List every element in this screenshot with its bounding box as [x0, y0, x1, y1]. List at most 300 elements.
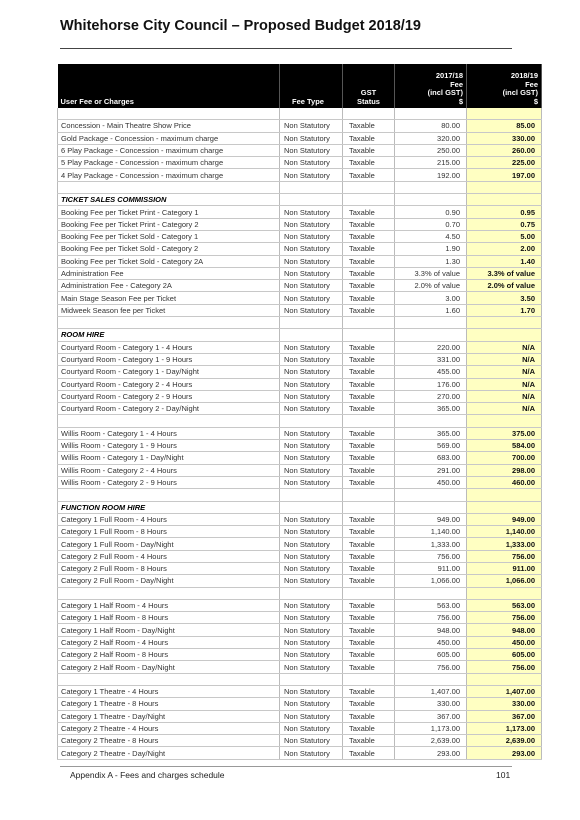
fee-2017-18-cell: 756.00: [395, 612, 467, 624]
fee-name-cell: Booking Fee per Ticket Sold - Category 1: [58, 230, 280, 242]
fee-type-cell: [280, 181, 343, 193]
fee-2018-19-cell: 700.00: [467, 452, 542, 464]
fee-name-cell: Category 2 Half Room - Day/Night: [58, 661, 280, 673]
gst-status-cell: Taxable: [343, 378, 395, 390]
fee-2018-19-cell: 911.00: [467, 562, 542, 574]
fee-2017-18-cell: 1,140.00: [395, 526, 467, 538]
table-row: [58, 206, 542, 218]
fee-name-cell: Gold Package - Concession - maximum charge: [58, 132, 280, 144]
fee-type-cell: [280, 501, 343, 513]
fee-type-cell: Non Statutory: [280, 427, 343, 439]
fee-name-cell: Willis Room - Category 1 - 4 Hours: [58, 427, 280, 439]
fee-name-cell: Willis Room - Category 1 - Day/Night: [58, 452, 280, 464]
fee-2018-19-cell: 367.00: [467, 710, 542, 722]
header-line: 2017/18: [435, 71, 463, 80]
column-header-fee-2018-19: [467, 64, 542, 108]
fee-name-cell: Category 1 Theatre - Day/Night: [58, 710, 280, 722]
gst-status-cell: [343, 181, 395, 193]
fee-name-cell: [58, 181, 280, 193]
gst-status-cell: Taxable: [343, 661, 395, 673]
table-row: [58, 120, 542, 132]
table-row: [58, 440, 542, 452]
fee-2018-19-cell: 225.00: [467, 157, 542, 169]
column-header-user-fee: User Fee or Charges: [58, 64, 280, 108]
fee-2017-18-cell: 1.90: [395, 243, 467, 255]
fee-2017-18-cell: 605.00: [395, 649, 467, 661]
gst-status-cell: Taxable: [343, 366, 395, 378]
fee-2018-19-cell: N/A: [467, 353, 542, 365]
header-line: Status: [357, 96, 380, 106]
fee-type-cell: Non Statutory: [280, 366, 343, 378]
table-row: [58, 390, 542, 402]
fee-name-cell: Category 2 Half Room - 4 Hours: [58, 636, 280, 648]
section-header-row: [58, 194, 542, 206]
table-row: [58, 526, 542, 538]
fee-name-cell: Category 2 Theatre - 4 Hours: [58, 722, 280, 734]
fee-name-cell: Category 2 Theatre - 8 Hours: [58, 735, 280, 747]
fee-2017-18-cell: 756.00: [395, 661, 467, 673]
gst-status-cell: Taxable: [343, 292, 395, 304]
gst-status-cell: Taxable: [343, 427, 395, 439]
fee-2018-19-cell: 1.70: [467, 304, 542, 316]
fee-2018-19-cell: 460.00: [467, 476, 542, 488]
fee-2018-19-cell: 330.00: [467, 132, 542, 144]
fee-2017-18-cell: 4.50: [395, 230, 467, 242]
fee-name-cell: Booking Fee per Ticket Sold - Category 2A: [58, 255, 280, 267]
fee-name-cell: Willis Room - Category 1 - 9 Hours: [58, 440, 280, 452]
fee-2018-19-cell: [467, 317, 542, 329]
fee-2018-19-cell: [467, 587, 542, 599]
fee-2017-18-cell: 1,173.00: [395, 722, 467, 734]
fee-2018-19-cell: 5.00: [467, 230, 542, 242]
fee-2017-18-cell: 2.0% of value: [395, 280, 467, 292]
gst-status-cell: Taxable: [343, 513, 395, 525]
table-row: [58, 513, 542, 525]
fee-name-cell: Courtyard Room - Category 1 - Day/Night: [58, 366, 280, 378]
fee-name-cell: Courtyard Room - Category 1 - 9 Hours: [58, 353, 280, 365]
fee-type-cell: Non Statutory: [280, 169, 343, 181]
table-row: [58, 735, 542, 747]
fee-2017-18-cell: 176.00: [395, 378, 467, 390]
gst-status-cell: Taxable: [343, 538, 395, 550]
fee-2018-19-cell: 293.00: [467, 747, 542, 759]
fee-name-cell: Concession - Main Theatre Show Price: [58, 120, 280, 132]
fee-2017-18-cell: 911.00: [395, 562, 467, 574]
fee-type-cell: Non Statutory: [280, 378, 343, 390]
gst-status-cell: [343, 673, 395, 685]
fee-name-cell: Category 1 Half Room - 8 Hours: [58, 612, 280, 624]
section-title: ROOM HIRE: [58, 329, 280, 341]
gst-status-cell: Taxable: [343, 144, 395, 156]
footer-page-number: 101: [496, 770, 511, 780]
fee-2018-19-cell: 0.75: [467, 218, 542, 230]
gst-status-cell: [343, 501, 395, 513]
fee-name-cell: Courtyard Room - Category 1 - 4 Hours: [58, 341, 280, 353]
fee-2017-18-cell: 330.00: [395, 698, 467, 710]
fee-2018-19-cell: [467, 181, 542, 193]
section-title: FUNCTION ROOM HIRE: [58, 501, 280, 513]
fee-2018-19-cell: N/A: [467, 366, 542, 378]
fee-2018-19-cell: 1,173.00: [467, 722, 542, 734]
section-title: TICKET SALES COMMISSION: [58, 194, 280, 206]
spacer-row: [58, 415, 542, 427]
fee-type-cell: Non Statutory: [280, 685, 343, 697]
fee-type-cell: Non Statutory: [280, 353, 343, 365]
table-row: [58, 378, 542, 390]
gst-status-cell: Taxable: [343, 132, 395, 144]
fee-2017-18-cell: [395, 587, 467, 599]
gst-status-cell: Taxable: [343, 169, 395, 181]
fee-name-cell: Booking Fee per Ticket Sold - Category 2: [58, 243, 280, 255]
table-row: [58, 661, 542, 673]
fee-2018-19-cell: 1,066.00: [467, 575, 542, 587]
fee-type-cell: Non Statutory: [280, 513, 343, 525]
table-row: [58, 341, 542, 353]
fee-2017-18-cell: 270.00: [395, 390, 467, 402]
section-header-row: [58, 329, 542, 341]
gst-status-cell: Taxable: [343, 440, 395, 452]
fee-2017-18-cell: 192.00: [395, 169, 467, 181]
table-row: [58, 624, 542, 636]
fee-name-cell: Administration Fee: [58, 267, 280, 279]
fee-type-cell: [280, 673, 343, 685]
header-row: [58, 64, 542, 108]
spacer-row: [58, 673, 542, 685]
fee-name-cell: 6 Play Package - Concession - maximum charge: [58, 144, 280, 156]
fee-2018-19-cell: 1,407.00: [467, 685, 542, 697]
gst-status-cell: Taxable: [343, 304, 395, 316]
fee-type-cell: Non Statutory: [280, 624, 343, 636]
fee-2017-18-cell: 450.00: [395, 476, 467, 488]
table-row: [58, 612, 542, 624]
fee-2018-19-cell: 584.00: [467, 440, 542, 452]
table-row: [58, 304, 542, 316]
fee-type-cell: Non Statutory: [280, 230, 343, 242]
fee-2017-18-cell: 0.90: [395, 206, 467, 218]
fee-2017-18-cell: 949.00: [395, 513, 467, 525]
fee-2018-19-cell: [467, 501, 542, 513]
spacer-row: [58, 181, 542, 193]
header-line: (incl GST): [502, 88, 538, 97]
fee-name-cell: Category 2 Full Room - 8 Hours: [58, 562, 280, 574]
fee-name-cell: Category 1 Theatre - 8 Hours: [58, 698, 280, 710]
fee-2017-18-cell: 1.30: [395, 255, 467, 267]
fee-name-cell: Booking Fee per Ticket Print - Category 2: [58, 218, 280, 230]
column-header-fee-2017-18: [395, 64, 467, 108]
fee-type-cell: Non Statutory: [280, 255, 343, 267]
fee-2018-19-cell: 948.00: [467, 624, 542, 636]
fee-2017-18-cell: 683.00: [395, 452, 467, 464]
table-row: [58, 243, 542, 255]
gst-status-cell: Taxable: [343, 341, 395, 353]
fee-2018-19-cell: 3.3% of value: [467, 267, 542, 279]
table-row: [58, 132, 542, 144]
fee-name-cell: Category 2 Half Room - 8 Hours: [58, 649, 280, 661]
fee-name-cell: Category 1 Half Room - 4 Hours: [58, 599, 280, 611]
fee-type-cell: Non Statutory: [280, 304, 343, 316]
fee-type-cell: Non Statutory: [280, 120, 343, 132]
gst-status-cell: Taxable: [343, 390, 395, 402]
fee-2017-18-cell: [395, 501, 467, 513]
fee-2017-18-cell: 1,407.00: [395, 685, 467, 697]
fee-2017-18-cell: 215.00: [395, 157, 467, 169]
fee-name-cell: [58, 587, 280, 599]
fee-2018-19-cell: 0.95: [467, 206, 542, 218]
gst-status-cell: Taxable: [343, 230, 395, 242]
fee-type-cell: Non Statutory: [280, 550, 343, 562]
fee-2017-18-cell: [395, 415, 467, 427]
gst-status-cell: Taxable: [343, 599, 395, 611]
fee-name-cell: Category 1 Full Room - 4 Hours: [58, 513, 280, 525]
table-row: [58, 292, 542, 304]
fee-2017-18-cell: 1.60: [395, 304, 467, 316]
gst-status-cell: Taxable: [343, 267, 395, 279]
fee-2017-18-cell: [395, 489, 467, 501]
fee-2017-18-cell: [395, 317, 467, 329]
table-row: [58, 280, 542, 292]
gst-status-cell: [343, 317, 395, 329]
footer-divider: [60, 766, 512, 767]
fee-type-cell: [280, 317, 343, 329]
fee-type-cell: [280, 194, 343, 206]
fee-type-cell: Non Statutory: [280, 612, 343, 624]
header-line: Fee: [525, 79, 538, 89]
fee-2018-19-cell: N/A: [467, 341, 542, 353]
header-line: 2018/19: [510, 71, 538, 80]
fee-type-cell: Non Statutory: [280, 661, 343, 673]
table-row: [58, 538, 542, 550]
fee-2018-19-cell: 330.00: [467, 698, 542, 710]
gst-status-cell: [343, 108, 395, 120]
fee-2018-19-cell: N/A: [467, 378, 542, 390]
gst-status-cell: Taxable: [343, 120, 395, 132]
gst-status-cell: Taxable: [343, 353, 395, 365]
table-row: [58, 685, 542, 697]
fee-2017-18-cell: [395, 673, 467, 685]
gst-status-cell: Taxable: [343, 206, 395, 218]
fee-name-cell: Category 2 Full Room - 4 Hours: [58, 550, 280, 562]
fee-2017-18-cell: 0.70: [395, 218, 467, 230]
fee-name-cell: 5 Play Package - Concession - maximum charge: [58, 157, 280, 169]
fee-2017-18-cell: 756.00: [395, 550, 467, 562]
fee-2018-19-cell: 756.00: [467, 661, 542, 673]
fee-type-cell: Non Statutory: [280, 206, 343, 218]
fee-2017-18-cell: 331.00: [395, 353, 467, 365]
fee-name-cell: Main Stage Season Fee per Ticket: [58, 292, 280, 304]
table-row: [58, 169, 542, 181]
table-row: [58, 157, 542, 169]
table-row: [58, 649, 542, 661]
fee-type-cell: Non Statutory: [280, 599, 343, 611]
fee-2017-18-cell: 293.00: [395, 747, 467, 759]
gst-status-cell: Taxable: [343, 685, 395, 697]
gst-status-cell: Taxable: [343, 243, 395, 255]
fee-name-cell: Category 1 Full Room - Day/Night: [58, 538, 280, 550]
gst-status-cell: Taxable: [343, 526, 395, 538]
fee-type-cell: Non Statutory: [280, 390, 343, 402]
fee-name-cell: Category 2 Theatre - Day/Night: [58, 747, 280, 759]
fee-2018-19-cell: 298.00: [467, 464, 542, 476]
fee-type-cell: [280, 415, 343, 427]
fee-2017-18-cell: 250.00: [395, 144, 467, 156]
table-row: [58, 636, 542, 648]
fee-2017-18-cell: 3.3% of value: [395, 267, 467, 279]
fee-name-cell: Willis Room - Category 2 - 4 Hours: [58, 464, 280, 476]
fee-type-cell: Non Statutory: [280, 280, 343, 292]
gst-status-cell: Taxable: [343, 636, 395, 648]
gst-status-cell: Taxable: [343, 550, 395, 562]
gst-status-cell: Taxable: [343, 710, 395, 722]
fee-type-cell: Non Statutory: [280, 722, 343, 734]
fee-2018-19-cell: [467, 415, 542, 427]
table-row: [58, 562, 542, 574]
table-row: [58, 452, 542, 464]
fee-name-cell: Category 2 Full Room - Day/Night: [58, 575, 280, 587]
fee-2017-18-cell: [395, 108, 467, 120]
gst-status-cell: [343, 587, 395, 599]
fee-2017-18-cell: 1,333.00: [395, 538, 467, 550]
fee-2017-18-cell: [395, 181, 467, 193]
fee-name-cell: Midweek Season fee per Ticket: [58, 304, 280, 316]
fee-type-cell: Non Statutory: [280, 144, 343, 156]
fee-2018-19-cell: 2.0% of value: [467, 280, 542, 292]
fee-type-cell: Non Statutory: [280, 747, 343, 759]
fee-2018-19-cell: 1,333.00: [467, 538, 542, 550]
gst-status-cell: Taxable: [343, 698, 395, 710]
table-row: [58, 575, 542, 587]
fee-name-cell: Category 1 Theatre - 4 Hours: [58, 685, 280, 697]
page-title: Whitehorse City Council – Proposed Budget 2018/19: [60, 18, 421, 34]
gst-status-cell: Taxable: [343, 476, 395, 488]
fee-type-cell: [280, 329, 343, 341]
fee-2018-19-cell: 605.00: [467, 649, 542, 661]
fee-type-cell: Non Statutory: [280, 341, 343, 353]
fee-type-cell: Non Statutory: [280, 440, 343, 452]
fee-type-cell: Non Statutory: [280, 636, 343, 648]
fee-type-cell: Non Statutory: [280, 476, 343, 488]
fee-type-cell: Non Statutory: [280, 526, 343, 538]
fee-2018-19-cell: 756.00: [467, 612, 542, 624]
fee-2017-18-cell: 3.00: [395, 292, 467, 304]
gst-status-cell: [343, 194, 395, 206]
gst-status-cell: Taxable: [343, 575, 395, 587]
fee-type-cell: Non Statutory: [280, 698, 343, 710]
fee-2017-18-cell: [395, 329, 467, 341]
fee-name-cell: [58, 108, 280, 120]
fee-name-cell: 4 Play Package - Concession - maximum charge: [58, 169, 280, 181]
fee-2017-18-cell: 220.00: [395, 341, 467, 353]
gst-status-cell: Taxable: [343, 735, 395, 747]
fee-name-cell: [58, 317, 280, 329]
table-row: [58, 476, 542, 488]
fee-2018-19-cell: 1.40: [467, 255, 542, 267]
fee-type-cell: [280, 108, 343, 120]
fee-name-cell: Courtyard Room - Category 2 - 4 Hours: [58, 378, 280, 390]
fee-name-cell: Category 1 Half Room - Day/Night: [58, 624, 280, 636]
gst-status-cell: Taxable: [343, 403, 395, 415]
fee-name-cell: Booking Fee per Ticket Print - Category 1: [58, 206, 280, 218]
fee-type-cell: [280, 587, 343, 599]
fee-type-cell: Non Statutory: [280, 132, 343, 144]
fee-2018-19-cell: 1,140.00: [467, 526, 542, 538]
gst-status-cell: Taxable: [343, 157, 395, 169]
fee-name-cell: Willis Room - Category 2 - 9 Hours: [58, 476, 280, 488]
table-row: [58, 710, 542, 722]
fee-type-cell: Non Statutory: [280, 562, 343, 574]
fees-table-body: [58, 108, 542, 759]
fee-2018-19-cell: 375.00: [467, 427, 542, 439]
fee-2017-18-cell: 450.00: [395, 636, 467, 648]
fee-2017-18-cell: 948.00: [395, 624, 467, 636]
gst-status-cell: Taxable: [343, 255, 395, 267]
table-row: [58, 464, 542, 476]
header-line: (incl GST): [427, 88, 463, 97]
gst-status-cell: Taxable: [343, 218, 395, 230]
fee-2017-18-cell: 2,639.00: [395, 735, 467, 747]
fee-name-cell: Category 1 Full Room - 8 Hours: [58, 526, 280, 538]
fee-2017-18-cell: 365.00: [395, 403, 467, 415]
table-row: [58, 353, 542, 365]
fee-type-cell: Non Statutory: [280, 452, 343, 464]
fees-table: [57, 64, 542, 760]
fee-2018-19-cell: 2.00: [467, 243, 542, 255]
fee-2018-19-cell: 2,639.00: [467, 735, 542, 747]
fee-2018-19-cell: N/A: [467, 403, 542, 415]
header-line: GST: [360, 88, 377, 97]
gst-status-cell: [343, 489, 395, 501]
fee-2018-19-cell: 85.00: [467, 120, 542, 132]
fee-type-cell: Non Statutory: [280, 403, 343, 415]
fee-2018-19-cell: 563.00: [467, 599, 542, 611]
fee-2017-18-cell: 365.00: [395, 427, 467, 439]
fee-2018-19-cell: 949.00: [467, 513, 542, 525]
fee-2017-18-cell: 80.00: [395, 120, 467, 132]
fee-name-cell: Courtyard Room - Category 2 - 9 Hours: [58, 390, 280, 402]
fee-2018-19-cell: 260.00: [467, 144, 542, 156]
gst-status-cell: Taxable: [343, 747, 395, 759]
title-divider: [60, 48, 512, 49]
fee-type-cell: Non Statutory: [280, 292, 343, 304]
spacer-row: [58, 108, 542, 120]
fee-2017-18-cell: 320.00: [395, 132, 467, 144]
table-row: [58, 255, 542, 267]
footer-appendix-label: Appendix A - Fees and charges schedule: [70, 770, 225, 780]
fee-type-cell: Non Statutory: [280, 218, 343, 230]
fee-2018-19-cell: [467, 489, 542, 501]
fee-type-cell: Non Statutory: [280, 735, 343, 747]
fee-name-cell: [58, 415, 280, 427]
fee-type-cell: Non Statutory: [280, 267, 343, 279]
section-header-row: [58, 501, 542, 513]
gst-status-cell: Taxable: [343, 464, 395, 476]
fees-table-header: [58, 64, 542, 108]
table-row: [58, 550, 542, 562]
table-row: [58, 230, 542, 242]
gst-status-cell: [343, 329, 395, 341]
fee-2018-19-cell: 450.00: [467, 636, 542, 648]
table-row: [58, 747, 542, 759]
gst-status-cell: Taxable: [343, 562, 395, 574]
table-row: [58, 267, 542, 279]
fee-2017-18-cell: 1,066.00: [395, 575, 467, 587]
fee-2018-19-cell: [467, 673, 542, 685]
fee-2018-19-cell: 756.00: [467, 550, 542, 562]
fee-2018-19-cell: 3.50: [467, 292, 542, 304]
table-row: [58, 403, 542, 415]
fee-2017-18-cell: 291.00: [395, 464, 467, 476]
gst-status-cell: Taxable: [343, 612, 395, 624]
column-header-gst-status: [343, 64, 395, 108]
